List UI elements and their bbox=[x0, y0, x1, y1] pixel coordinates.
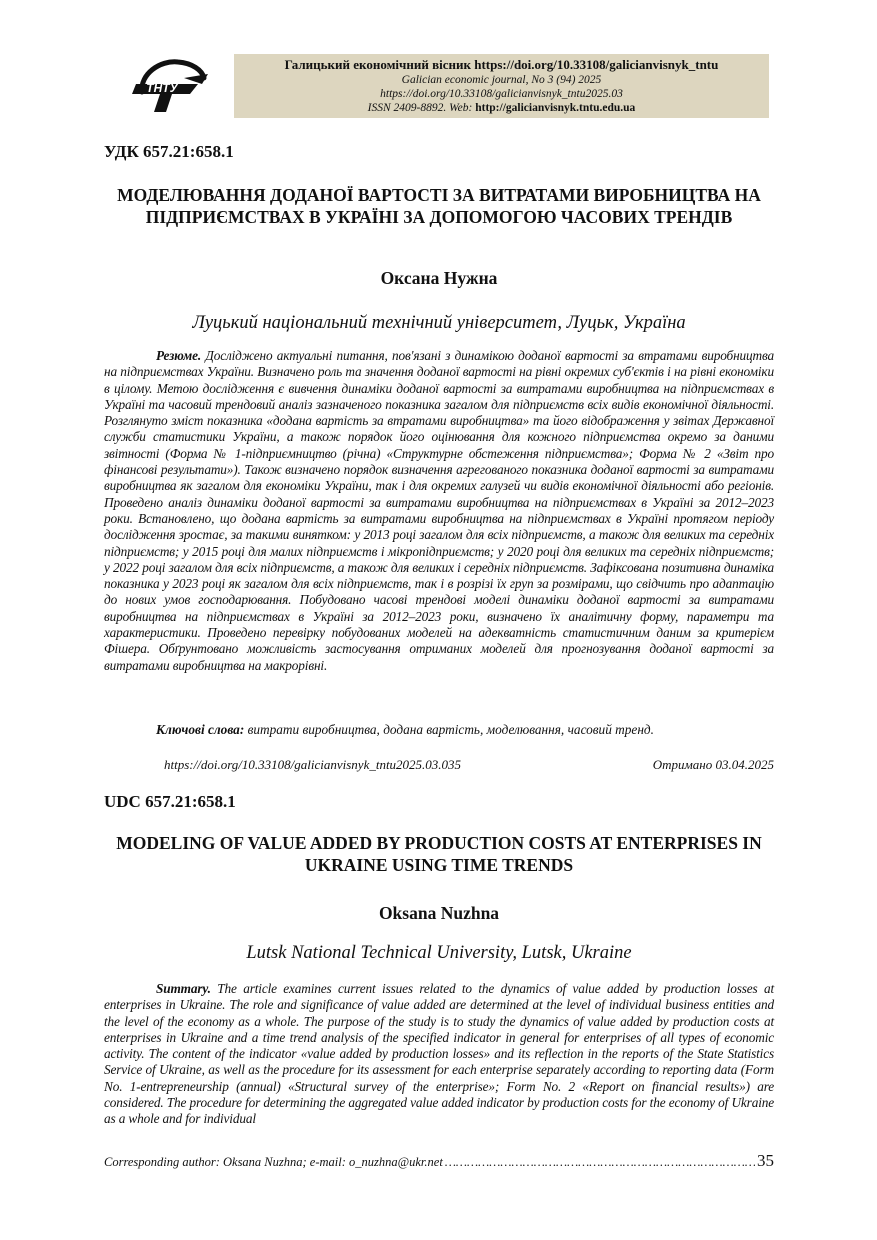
abstract-text-uk: Досліджено актуальні питання, пов'язані з динамікою доданої вартості за втратами виробництва на підприємствах України. Визначено роль та значення доданої вартості на рівні окремих суб'єктів і на рівні економіки в цілому. Метою дослідження є вивчення динаміки доданої вартості за витратами виробництва на підприємствах в Україні та часовий трендовий аналіз зазначеного показника загалом для підприємств всіх видів економічної діяльності. Розглянуто зміст показника «додана вартість за втратами виробництва» та його відображення у звітах Державної служби статистики України, а також порядок його оцінювання для кожного підприємства окремо за даними звітності (Форма № 1-підприємництво (річна) «Структурне обстеження підприємства»; Форма № 2 «Звіт про фінансові результати»). Також визначено порядок визначення агрегованого показника доданої вартості за витратами виробництва як загалом для економіки України, так і для окремих галузей чи видів економічної діяльності або регіонів. Проведено аналіз динаміки доданої вартості за витратами виробництва на підприємствах в Україні за 2012–2023 роки. Встановлено, що додана вартість за витратами виробництва на підприємствах в Україні протягом періоду дослідження зростає, за такими винятком: у 2013 році загалом для всіх підприємств, а також для великих та середніх підприємств; у 2015 році для малих підприємств і мікропідприємств; у 2020 році для великих та середніх підприємств; у 2022 році загалом для всіх підприємств, а також для великих і середніх підприємств. Зафіксована позитивна динаміка показника у 2023 році як загалом для всіх підприємств, так і в розрізі їх груп за розмірами, що свідчить про адаптацію до нових умов господарювання. Побудовано часові трендові моделі динаміки доданої вартості за витратами виробництва на підприємствах в Україні за 2012–2023 роки, визначено їх аналітичну форму, параметри та характеристики. Проведено перевірку побудованих моделей на адекватність статистичним даним за критерієм Фішера. Обґрунтовано можливість застосування отриманих моделей для прогнозування доданої вартості за витратами виробництва на макрорівні. bbox=[104, 348, 774, 673]
udc-code-uk: УДК 657.21:658.1 bbox=[104, 142, 234, 161]
corresponding-author: Corresponding author: Oksana Nuzhna; e-mail: o_nuzhna@ukr.net bbox=[104, 1155, 443, 1169]
article-title-en: MODELING OF VALUE ADDED BY PRODUCTION COSTS AT ENTERPRISES IN UKRAINE USING TIME TRENDS bbox=[116, 833, 762, 875]
keywords-uk bbox=[104, 722, 774, 738]
keywords-text-uk: витрати виробництва, додана вартість, моделювання, часовий тренд. bbox=[244, 722, 654, 737]
university-logo bbox=[132, 54, 212, 118]
abstract-uk bbox=[104, 348, 774, 674]
journal-doi-line[interactable]: https://doi.org/10.33108/galicianvisnyk_tntu2025.03 bbox=[380, 88, 623, 100]
abstract-text-en: The article examines current issues related to the dynamics of value added by production losses at enterprises in Ukraine. The role and significance of value added are determined at the level of individual business entities and the level of the economy as a whole. The purpose of the study is to study the dynamics of value added by production costs at enterprises in Ukraine and a time trend analysis of the specified indicator in general for enterprises of all types of economic activity. The content of the indicator «value added by production losses» and its reflection in the reports of the State Statistics Service of Ukraine, as well as the procedure for its assessment for each enterprise separately according to reporting data (Form No. 1-entrepreneurship (annual) «Structural survey of the enterprise»; Form No. 2 «Report on financial results») are considered. The procedure for determining the aggregated value added indicator by production costs for the economy of Ukraine as a whole and for individual bbox=[104, 981, 774, 1127]
journal-header bbox=[234, 54, 769, 118]
journal-issn-line bbox=[234, 101, 769, 116]
abstract-label-uk: Резюме. bbox=[156, 348, 202, 363]
author-name-uk: Оксана Нужна bbox=[380, 268, 498, 288]
page-number: 35 bbox=[757, 1151, 774, 1170]
journal-title-line: Галицький економічний вісник https://doi.org/10.33108/galicianvisnyk_tntu bbox=[284, 57, 719, 72]
author-name-en: Oksana Nuzhna bbox=[378, 903, 500, 923]
page-footer bbox=[104, 1151, 774, 1171]
journal-issue-line: Galician economic journal, No 3 (94) 2025 bbox=[401, 74, 602, 86]
article-title-uk: МОДЕЛЮВАННЯ ДОДАНОЇ ВАРТОСТІ ЗА ВИТРАТАМИ ВИРОБНИЦТВА НА ПІДПРИЄМСТВАХ В УКРАЇНІ ЗА ДОПОМОГОЮ ЧАСОВИХ ТРЕНДІВ bbox=[117, 185, 761, 227]
logo-text: ТНТУ bbox=[146, 81, 178, 95]
udc-code-en: UDC 657.21:658.1 bbox=[104, 792, 236, 811]
abstract-en bbox=[104, 981, 774, 1128]
journal-website-link[interactable]: http://galicianvisnyk.tntu.edu.ua bbox=[475, 102, 636, 114]
keywords-label-uk: Ключові слова: bbox=[156, 722, 245, 737]
affiliation-en: Lutsk National Technical University, Lutsk, Ukraine bbox=[246, 943, 632, 963]
doi-received-row bbox=[164, 757, 774, 773]
article-doi-link[interactable]: https://doi.org/10.33108/galicianvisnyk_tntu2025.03.035 bbox=[164, 757, 462, 772]
affiliation-uk: Луцький національний технічний університет, Луцьк, Україна bbox=[192, 313, 686, 333]
footer-leader-dots bbox=[445, 1155, 755, 1170]
abstract-label-en: Summary. bbox=[156, 981, 211, 996]
received-date: Отримано 03.04.2025 bbox=[652, 757, 774, 772]
issn-prefix: ISSN 2409-8892. Web: bbox=[367, 102, 476, 114]
